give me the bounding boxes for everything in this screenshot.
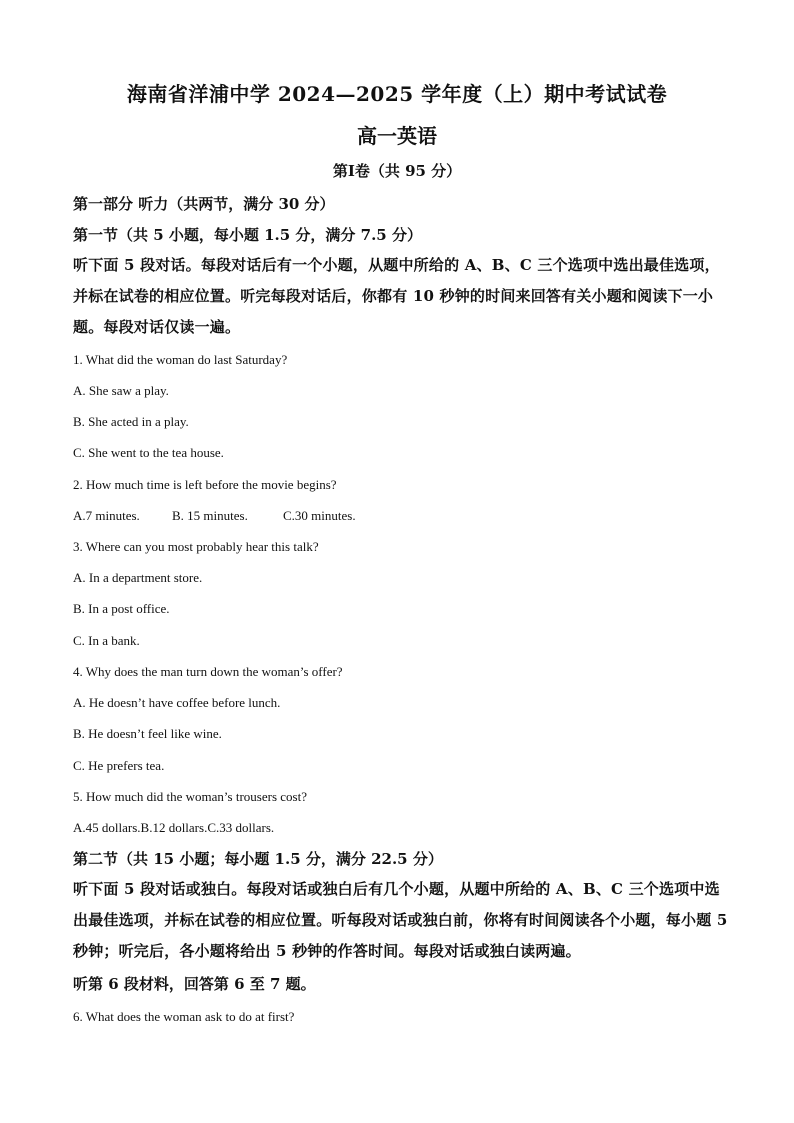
- question-5-options: A.45 dollars.B.12 dollars.C.33 dollars.: [73, 820, 275, 835]
- question-4-stem: 4. Why does the man turn down the woman’s offer?: [73, 664, 343, 679]
- section2-instructions: 听下面 5 段对话或独白。每段对话或独白后有几个小题，从题中所给的 A、B、C 三个选项中选出最佳选项，并标在试卷的相应位置。听每段对话或独白前，你将有时间阅读各个小题，每小题 5 秒钟；听完后，各小题将给出 5 秒钟的作答时间。每段对话或独白读两遍。: [73, 880, 728, 960]
- question-6-stem: 6. What does the woman ask to do at first?: [73, 1009, 295, 1024]
- material-6-note: 听第 6 段材料，回答第 6 至 7 题。: [73, 975, 316, 993]
- question-4-option-c: C. He prefers tea.: [73, 758, 165, 773]
- exam-subject: 高一英语: [357, 124, 437, 148]
- question-1-option-a: A. She saw a play.: [73, 383, 169, 398]
- question-1-option-c: C. She went to the tea house.: [73, 445, 224, 460]
- question-4-option-b: B. He doesn’t feel like wine.: [73, 726, 222, 741]
- section1-instructions: 听下面 5 段对话。每段对话后有一个小题，从题中所给的 A、B、C 三个选项中选出最佳选项，并标在试卷的相应位置。听完每段对话后，你都有 10 秒钟的时间来回答有关小题和阅读下一小题。每段对话仅读一遍。: [73, 256, 720, 336]
- question-3-option-b: B. In a post office.: [73, 601, 170, 616]
- exam-title: 海南省洋浦中学 2024—2025 学年度（上）期中考试试卷: [126, 82, 668, 106]
- question-2-option-a: A.7 minutes.: [73, 508, 140, 523]
- question-2-option-c: C.30 minutes.: [283, 508, 356, 523]
- question-1-stem: 1. What did the woman do last Saturday?: [73, 352, 288, 367]
- section2-heading: 第二节（共 15 小题；每小题 1.5 分，满分 22.5 分）: [73, 850, 443, 868]
- volume-heading: 第Ⅰ卷（共 95 分）: [332, 162, 462, 180]
- question-1-option-b: B. She acted in a play.: [73, 414, 189, 429]
- question-3-option-a: A. In a department store.: [73, 570, 203, 585]
- question-2-options: [73, 507, 356, 525]
- question-2-option-b: B. 15 minutes.: [172, 508, 248, 523]
- question-3-stem: 3. Where can you most probably hear this talk?: [73, 539, 319, 554]
- question-4-option-a: A. He doesn’t have coffee before lunch.: [73, 695, 281, 710]
- part1-heading: 第一部分 听力（共两节，满分 30 分）: [73, 195, 335, 213]
- section1-heading: 第一节（共 5 小题，每小题 1.5 分，满分 7.5 分）: [73, 226, 422, 244]
- question-2-stem: 2. How much time is left before the movie begins?: [73, 477, 337, 492]
- question-5-stem: 5. How much did the woman’s trousers cost?: [73, 789, 307, 804]
- question-3-option-c: C. In a bank.: [73, 633, 140, 648]
